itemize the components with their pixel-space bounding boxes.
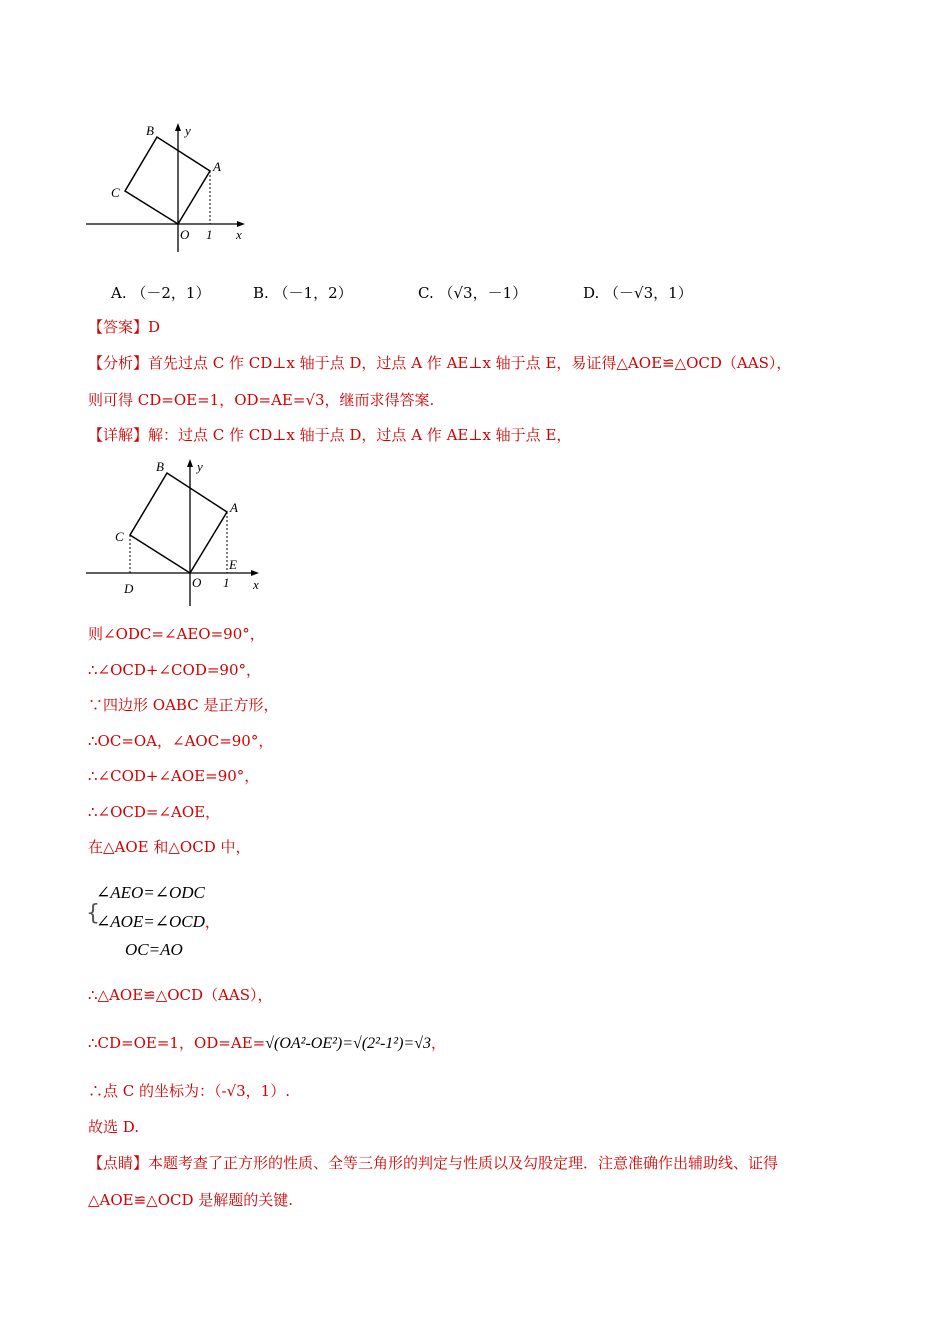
step-2: ∴∠OCD+∠COD=90°， bbox=[88, 661, 262, 679]
label-d: D bbox=[124, 581, 134, 596]
square-oabc bbox=[125, 137, 210, 224]
step-4: ∴OC=OA，∠AOC=90°， bbox=[88, 732, 274, 750]
answer-tag: 【答案】 bbox=[88, 318, 149, 336]
label-one: 1 bbox=[223, 575, 230, 590]
label-x: x bbox=[236, 227, 242, 242]
label-c: C bbox=[111, 185, 120, 200]
square-oabc bbox=[130, 473, 227, 573]
step-5: ∴∠COD+∠AOE=90°， bbox=[88, 767, 260, 785]
label-e: E bbox=[229, 557, 237, 572]
figure-1-diagram bbox=[80, 118, 260, 258]
comment-line-1 bbox=[88, 1153, 778, 1173]
system-row-3: OC=AO bbox=[125, 940, 183, 959]
conclusion-2-expr: √(OA²-OE²)=√(2²-1²)=√3 bbox=[265, 1035, 431, 1052]
label-y: y bbox=[197, 459, 203, 474]
choose-line: 故选 D. bbox=[88, 1118, 140, 1136]
label-y: y bbox=[185, 123, 191, 138]
step-1: 则∠ODC=∠AEO=90°， bbox=[88, 625, 265, 643]
conclusion-2-prefix: ∴CD=OE=1，OD=AE= bbox=[88, 1034, 266, 1052]
detail-line bbox=[88, 425, 571, 445]
label-a: A bbox=[230, 500, 238, 515]
label-b: B bbox=[156, 459, 164, 474]
answer-text: D bbox=[148, 318, 161, 336]
comment-tag: 【点睛】 bbox=[88, 1154, 149, 1172]
y-axis-arrow bbox=[187, 459, 193, 467]
system-row-2-text: ∠AOE=∠OCD bbox=[96, 912, 205, 931]
system-row-1: ∠AEO=∠ODC bbox=[96, 883, 205, 902]
detail-tag: 【详解】 bbox=[88, 426, 149, 444]
figure-2-diagram bbox=[80, 454, 270, 610]
label-b: B bbox=[146, 123, 154, 138]
analysis-line-1 bbox=[88, 353, 791, 373]
detail-text: 解：过点 C 作 CD⊥x 轴于点 D，过点 A 作 AE⊥x 轴于点 E， bbox=[148, 426, 572, 444]
analysis-tag: 【分析】 bbox=[88, 354, 149, 372]
option-d: D. （－√3，1） bbox=[583, 284, 693, 302]
label-x: x bbox=[253, 577, 259, 592]
option-c: C. （√3，－1） bbox=[418, 284, 528, 302]
conclusion-3: ∴点 C 的坐标为：（-√3，1）. bbox=[88, 1082, 290, 1100]
step-6: ∴∠OCD=∠AOE， bbox=[88, 803, 221, 821]
label-o: O bbox=[180, 227, 190, 242]
label-one: 1 bbox=[206, 227, 213, 242]
conclusion-2 bbox=[88, 1033, 446, 1054]
option-a: A. （－2，1） bbox=[111, 284, 211, 302]
system-row-2 bbox=[96, 911, 220, 932]
conclusion-1: ∴△AOE≌△OCD（AAS）， bbox=[88, 986, 273, 1004]
step-3: ∵四边形 OABC 是正方形， bbox=[88, 696, 279, 714]
step-7: 在△AOE 和△OCD 中， bbox=[88, 838, 251, 856]
y-axis-arrow bbox=[175, 123, 181, 131]
analysis-text-1: 首先过点 C 作 CD⊥x 轴于点 D，过点 A 作 AE⊥x 轴于点 E，易证得△AOE≌△OCD（AAS）， bbox=[148, 354, 792, 372]
equation-brace: { bbox=[86, 901, 100, 926]
comment-text-1: 本题考查了正方形的性质、全等三角形的判定与性质以及勾股定理．注意准确作出辅助线、证得 bbox=[148, 1154, 779, 1172]
comment-line-2: △AOE≌△OCD 是解题的关键. bbox=[88, 1191, 294, 1209]
label-o: O bbox=[192, 575, 202, 590]
conclusion-2-suffix: ， bbox=[430, 1034, 446, 1052]
analysis-line-2: 则可得 CD=OE=1，OD=AE=√3，继而求得答案. bbox=[88, 391, 435, 409]
answer-line bbox=[88, 317, 160, 337]
system-comma: ， bbox=[204, 915, 220, 931]
x-axis-arrow bbox=[251, 570, 259, 576]
label-c: C bbox=[115, 529, 124, 544]
label-a: A bbox=[213, 159, 221, 174]
option-b: B. （－1，2） bbox=[253, 284, 353, 302]
